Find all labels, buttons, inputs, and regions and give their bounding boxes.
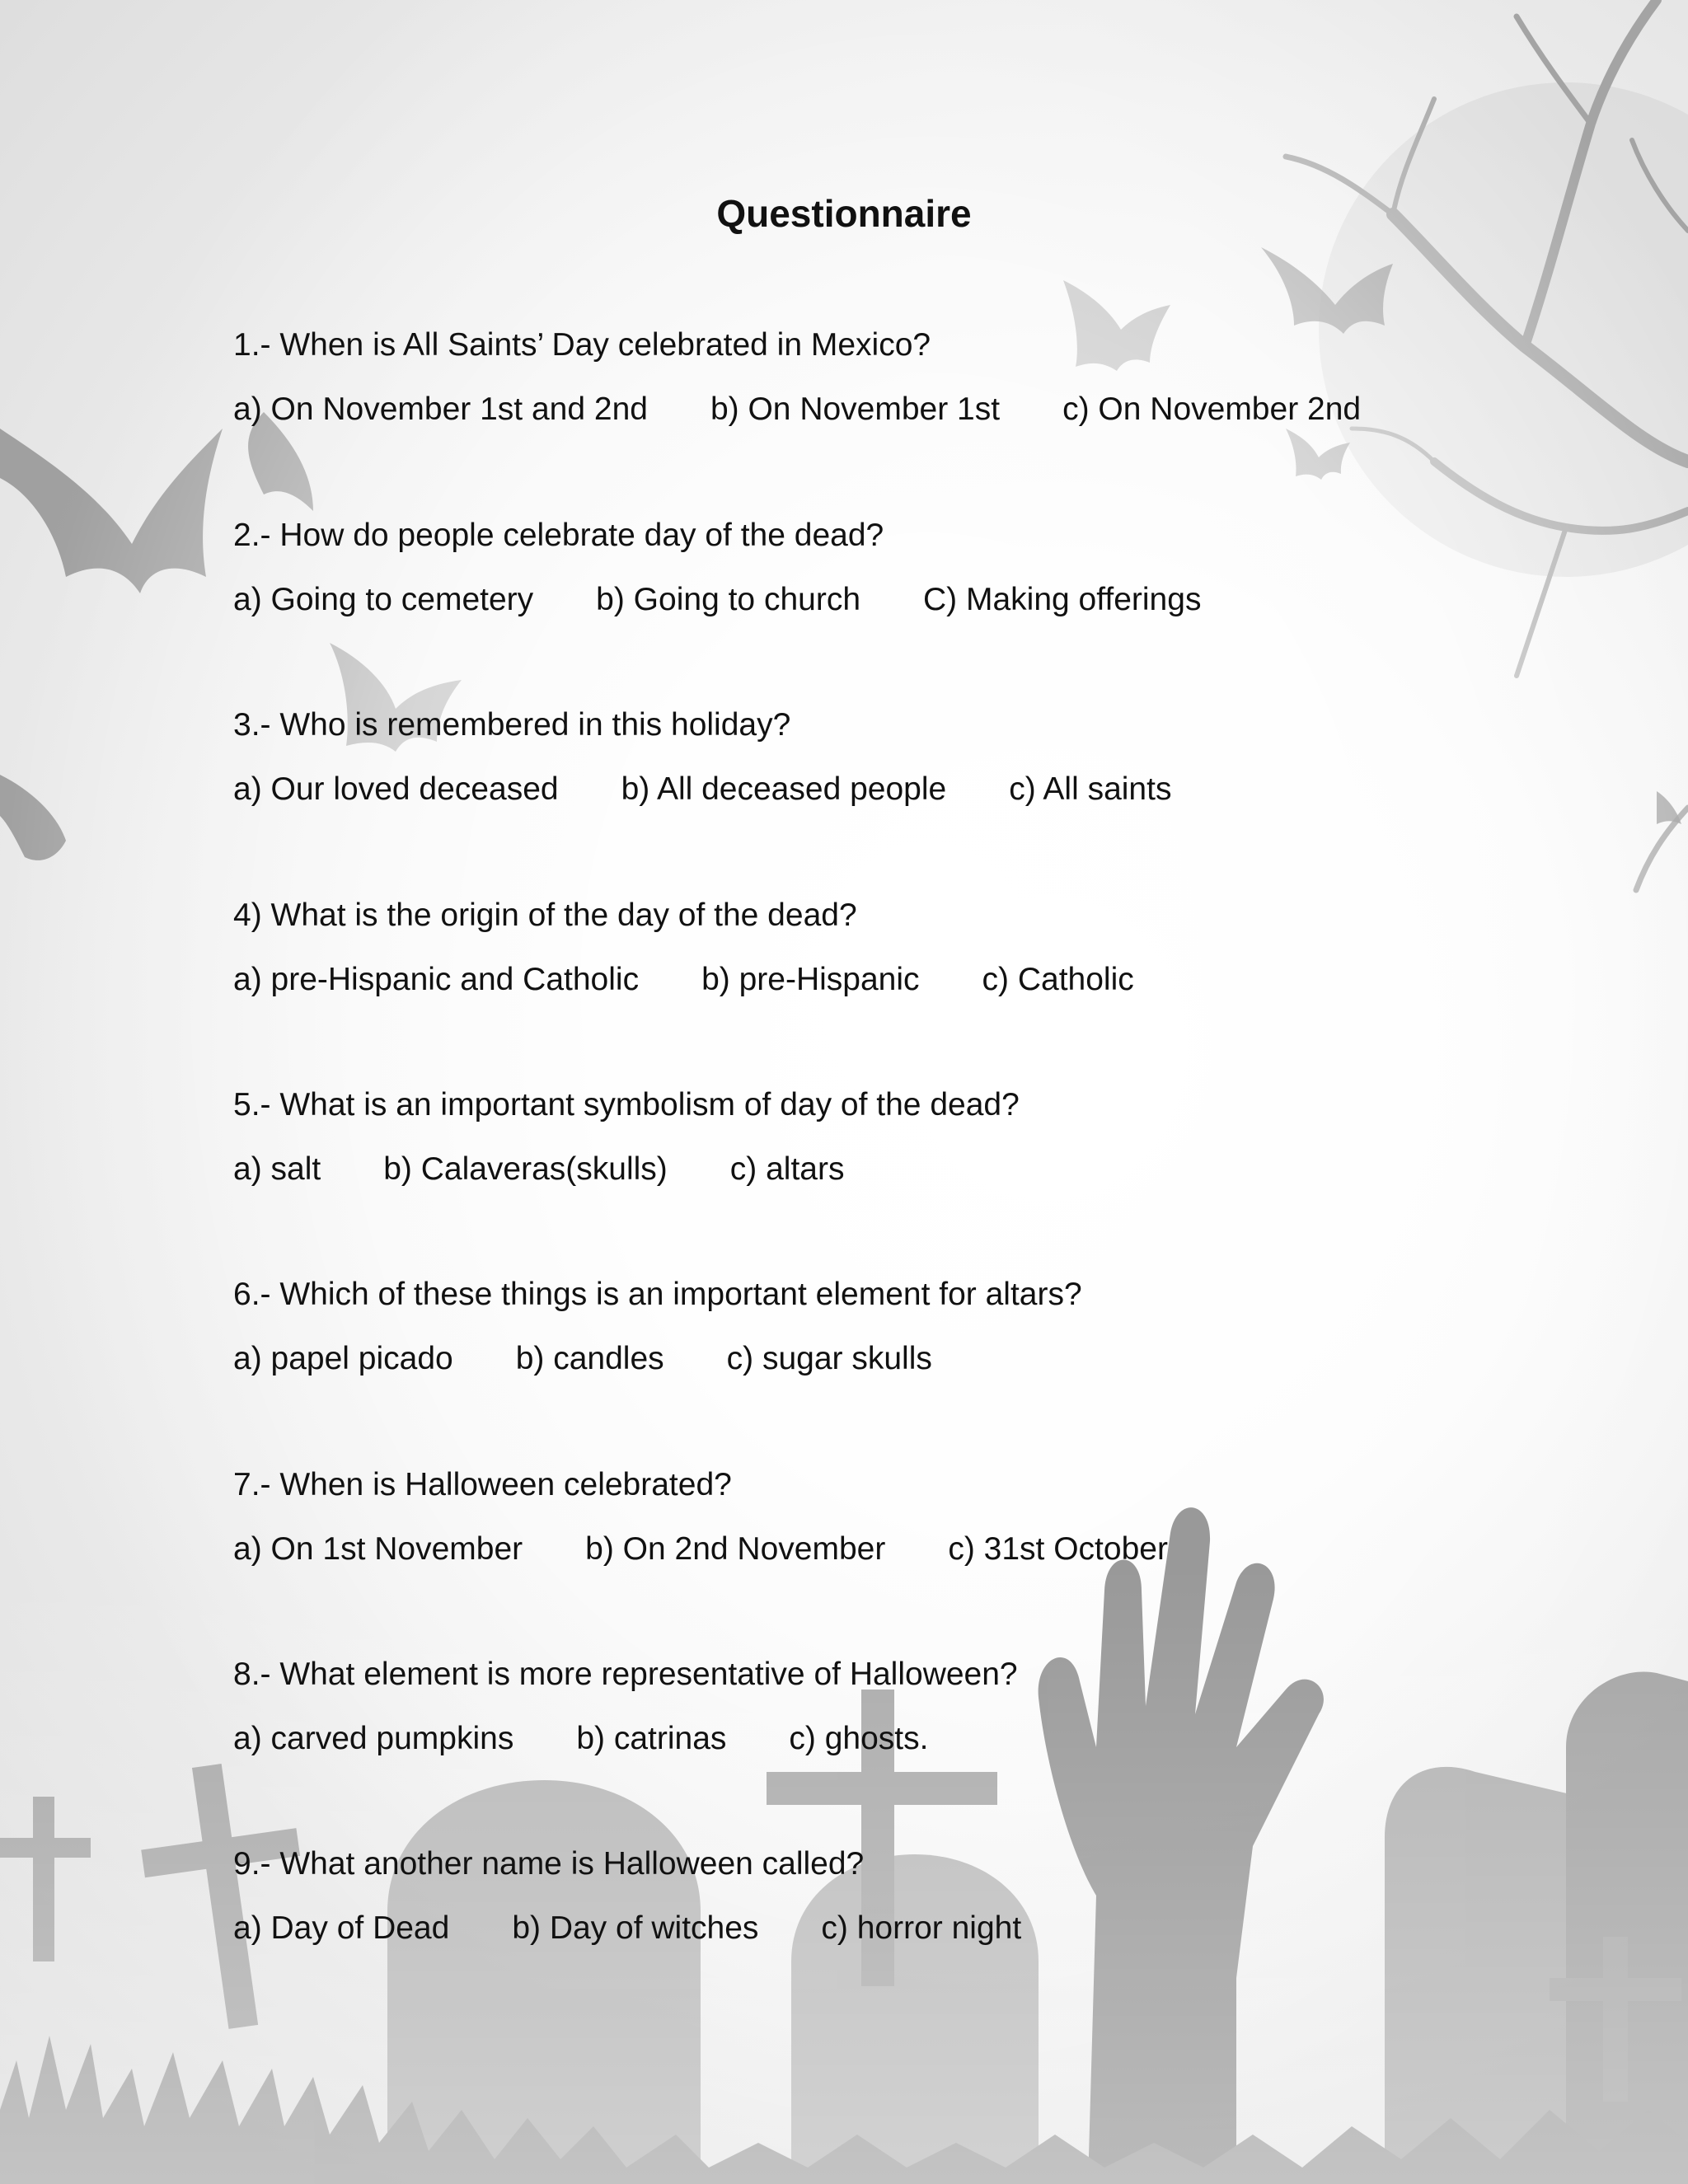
question-prompt: 6.- Which of these things is an important element for altars?: [233, 1277, 1082, 1312]
option-b: b) Day of witches: [512, 1910, 759, 1946]
option-b: b) On November 1st: [710, 391, 1001, 427]
question-prompt: 7.- When is Halloween celebrated?: [233, 1467, 732, 1502]
option-b: b) Going to church: [596, 582, 861, 617]
option-c: c) ghosts.: [789, 1721, 929, 1756]
option-b: b) All deceased people: [621, 771, 947, 807]
question-5: [233, 1084, 1519, 1191]
question-prompt: 9.- What another name is Halloween called?: [233, 1846, 865, 1882]
question-prompt: 4) What is the origin of the day of the dead?: [233, 898, 857, 933]
option-c: c) horror night: [821, 1910, 1022, 1946]
option-c: c) altars: [729, 1151, 845, 1187]
question-7: [233, 1464, 1519, 1571]
option-a: a) On 1st November: [233, 1531, 523, 1567]
question-1: [233, 324, 1519, 431]
option-a: a) Our loved deceased: [233, 771, 559, 807]
option-a: a) pre-Hispanic and Catholic: [233, 962, 640, 997]
option-a: a) Going to cemetery: [233, 582, 534, 617]
page-title: Questionnaire: [716, 192, 972, 235]
answer-options: [233, 958, 1519, 1001]
option-a: a) Day of Dead: [233, 1910, 450, 1946]
question-9: [233, 1843, 1519, 1950]
question-3: [233, 704, 1519, 811]
answer-options: [233, 1528, 1519, 1571]
option-c: c) On November 2nd: [1062, 391, 1362, 427]
answer-options: [233, 1907, 1519, 1950]
option-a: a) papel picado: [233, 1341, 453, 1376]
option-c: c) Catholic: [982, 962, 1134, 997]
option-c: c) All saints: [1009, 771, 1172, 807]
answer-options: [233, 1148, 1519, 1191]
question-prompt: 5.- What is an important symbolism of day of the dead?: [233, 1087, 1020, 1122]
option-b: b) candles: [515, 1341, 664, 1376]
option-a: a) carved pumpkins: [233, 1721, 514, 1756]
answer-options: [233, 768, 1519, 811]
option-b: b) catrinas: [576, 1721, 727, 1756]
option-b: b) Calaveras(skulls): [383, 1151, 668, 1187]
answer-options: [233, 388, 1519, 431]
question-prompt: 1.- When is All Saints’ Day celebrated in Mexico?: [233, 327, 931, 363]
question-6: [233, 1273, 1519, 1380]
question-4: [233, 894, 1519, 1001]
question-2: [233, 514, 1519, 621]
question-prompt: 8.- What element is more representative of Halloween?: [233, 1657, 1018, 1692]
question-prompt: 3.- Who is remembered in this holiday?: [233, 707, 791, 743]
option-b: b) On 2nd November: [585, 1531, 886, 1567]
option-c: C) Making offerings: [923, 582, 1202, 617]
answer-options: [233, 1338, 1519, 1380]
option-c: c) 31st October: [948, 1531, 1168, 1567]
answer-options: [233, 1718, 1519, 1760]
option-a: a) salt: [233, 1151, 321, 1187]
option-b: b) pre-Hispanic: [701, 962, 920, 997]
option-a: a) On November 1st and 2nd: [233, 391, 648, 427]
question-prompt: 2.- How do people celebrate day of the dead?: [233, 518, 884, 553]
answer-options: [233, 579, 1519, 621]
option-c: c) sugar skulls: [726, 1341, 932, 1376]
question-8: [233, 1653, 1519, 1760]
